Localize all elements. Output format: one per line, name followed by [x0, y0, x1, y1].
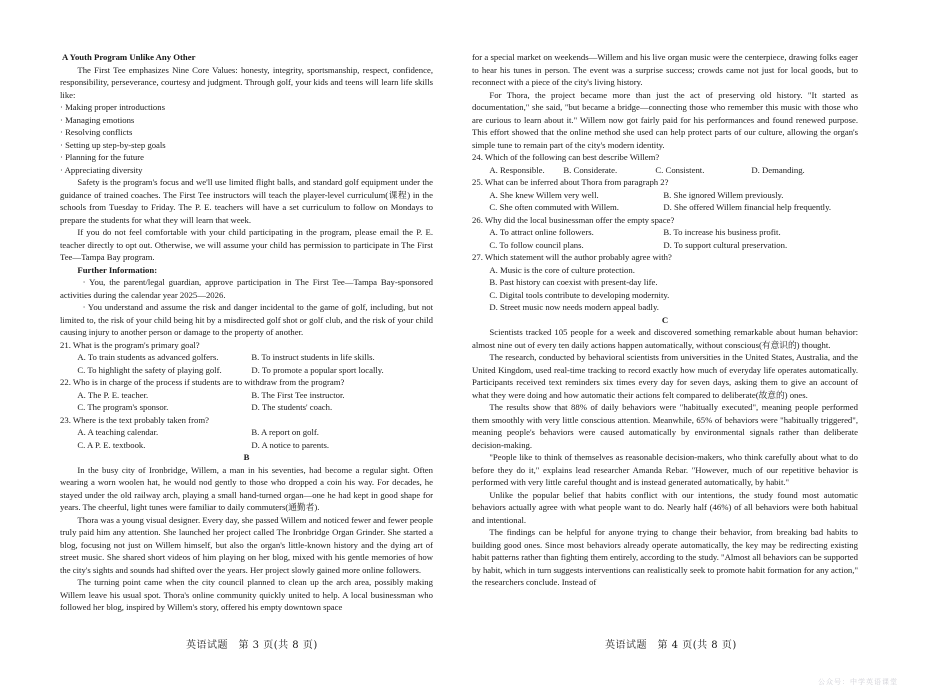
paragraph: For Thora, the project became more than just the act of preserving old history. "It started as documentation," she said, "but became a bridge—connecting those who remember this music with those who are curious to learn about it." Willem now got fairly paid for his performances and found renewed purpose. This effort showed that the online method she used can help protect parts of our culture, allowing the organ's simple tune to remain part of the city's modern identity. [472, 89, 858, 150]
left-column [60, 51, 433, 614]
question-stem: 22. Who is in charge of the process if students are to withdraw from the program? [60, 377, 345, 387]
paragraph: Safety is the program's focus and we'll use limited flight balls, and standard golf equipment under the guidance of trained coaches. The First Tee instructors will teach the player-level curriculum(课程) in the schools from Tuesday to Friday. The P. E. teachers will have a set curriculum to follow on Mondays to prepare the students for what they will learn that week. [60, 177, 433, 225]
paragraph: The results show that 88% of daily behaviors were "habitually executed", meaning people performed them smoothly with very little conscious attention. Meanwhile, 65% of behaviors were "habitually triggered", meaning people's behaviors were caused automatically by environmental signals rather than deliberate decision-making. [472, 402, 858, 450]
question-stem: 23. Where is the text probably taken from? [60, 414, 209, 425]
bullet-item: · Making proper introductions [60, 102, 165, 112]
page-footer-3: 英语试题 第 3 页(共 8 页) [186, 640, 318, 651]
passage-letter: B [243, 452, 250, 462]
answer-option: D. Street music now needs modern appeal badly. [489, 302, 659, 312]
answer-option: D. To promote a popular sport locally. [251, 364, 384, 375]
answer-option: D. The students' coach. [251, 402, 333, 412]
page-footer-4: 英语试题 第 4 页(共 8 页) [605, 640, 737, 651]
question-block [60, 339, 433, 377]
question-block [60, 414, 433, 452]
question-stem: 25. What can be inferred about Thora from paragraph 2? [472, 177, 669, 187]
answer-option: D. She offered Willem financial help frequently. [663, 202, 832, 212]
bullet-item: · Appreciating diversity [60, 164, 143, 175]
paragraph: Scientists tracked 105 people for a week and discovered something remarkable about human behavior: almost nine out of every ten daily actions happen automatically, without conscious(有意识的) thought. [472, 327, 858, 350]
answer-option: C. To highlight the safety of playing golf. [77, 364, 222, 375]
question-stem: 26. Why did the local businessman offer the empty space? [472, 214, 675, 225]
answer-option: A. To train students as advanced golfers. [77, 352, 219, 362]
answer-options [472, 264, 858, 314]
paragraph: "People like to think of themselves as reasonable decision-makers, who think carefully about what to do before they do it," explains lead researcher Amanda Rebar. "However, much of our repetitive behavior is performed with very little careful thought and is instead generated automatically, by habit." [472, 452, 858, 487]
answer-option: B. Past history can coexist with present-day life. [489, 277, 658, 287]
answer-option: C. Consistent. [655, 164, 705, 175]
question-block [472, 176, 858, 214]
answer-option: A. The P. E. teacher. [77, 389, 149, 400]
bullet-item: · Setting up step-by-step goals [60, 139, 166, 150]
bullet-item: · Planning for the future [60, 152, 144, 162]
answer-option: B. To instruct students in life skills. [251, 352, 375, 362]
answer-option: C. To follow council plans. [489, 239, 584, 250]
paragraph: Thora was a young visual designer. Every day, she passed Willem and noticed fewer and fewer people truly paid him any attention. She launched her project called The Ironbridge Organ Grinder. She started a blog, focusing not just on Willem himself, but also the organ's little-known history and the dying art of street music. She shared short videos of him playing on her blog, mixed with his gentle memories of how the city's sights and sounds had shifted over the years. Her project slowly gained more online followers. [60, 514, 433, 575]
paragraph: for a special market on weekends—Willem and his live organ music were the centerpiece, drawing folks eager to hear his tunes in person. The event was a surprise success; crowds came not just for local goods, but to reconnect with a piece of the city's living history. [472, 52, 858, 87]
answer-options [472, 226, 858, 251]
paragraph: The turning point came when the city council planned to clean up the arch area, possibly making Willem leave his usual spot. Thora's online community quickly united to help. A local businessman who followed her blog, inspired by Willem's story, offered his empty downtown space [60, 577, 433, 612]
answer-options [472, 164, 858, 177]
bullet-item: · Resolving conflicts [60, 127, 133, 137]
question-stem: 24. Which of the following can best describe Willem? [472, 152, 660, 162]
answer-option: B. A report on golf. [251, 427, 319, 437]
answer-option: D. A notice to parents. [251, 439, 330, 450]
question-stem: 27. Which statement will the author probably agree with? [472, 252, 672, 262]
answer-option: B. Considerate. [563, 164, 618, 175]
right-column [472, 51, 858, 589]
answer-options [60, 389, 433, 414]
bullet-paragraph: · You, the parent/legal guardian, approve participation in The First Tee—Tampa Bay-sponsored activities during the calendar year 2025—2026. [60, 277, 433, 300]
question-stem: 21. What is the program's primary goal? [60, 339, 200, 350]
answer-option: D. Demanding. [751, 164, 805, 175]
paragraph: In the busy city of Ironbridge, Willem, a man in his seventies, had become a regular sight. Often wearing a worn woolen hat, he would nod gently to those who dropped a coin his way. For decades, he stayed under the old railway arch, playing a small hand-turned organ—one he had kept in good shape for years. The cheerful, light tunes were familiar to daily commuters(通勤者). [60, 464, 433, 512]
watermark: 公众号：中学英语课堂 [818, 678, 898, 686]
answer-option: A. She knew Willem very well. [489, 189, 599, 200]
question-block [60, 376, 433, 414]
answer-option: D. To support cultural preservation. [663, 239, 788, 250]
answer-option: C. A P. E. textbook. [77, 439, 146, 450]
passage-letter: C [661, 314, 669, 325]
answer-options [60, 351, 433, 376]
answer-option: B. To increase his business profit. [663, 227, 781, 237]
section-heading: Further Information: [77, 264, 158, 275]
paragraph: The First Tee emphasizes Nine Core Values: honesty, integrity, sportsmanship, respect, confidence, responsibility, perseverance, courtesy and judgment. Through golf, your kids and teens will learn life skills like: [60, 64, 433, 100]
paragraph: If you do not feel comfortable with your child participating in the program, please email the P. E. teacher directly to opt out. Otherwise, we will assume your child has permission to participate in The First Tee—Tampa Bay program. [60, 227, 433, 262]
answer-option: B. She ignored Willem previously. [663, 189, 784, 200]
answer-options [60, 426, 433, 451]
answer-option: C. Digital tools contribute to developing modernity. [489, 289, 670, 300]
answer-option: A. A teaching calendar. [77, 427, 159, 437]
question-block [472, 251, 858, 314]
question-block [472, 214, 858, 252]
bullet-item: · Managing emotions [60, 114, 135, 125]
answer-option: A. Responsible. [489, 164, 545, 175]
answer-option: B. The First Tee instructor. [251, 389, 345, 400]
answer-option: C. She often commuted with Willem. [489, 202, 619, 212]
bullet-paragraph: · You understand and assume the risk and danger incidental to the game of golf, including, but not limited to, the risk of your child being hit by a misdirected golf shot or golf club, and the risk of your child causing injury to another person or damage to the property of another. [60, 302, 433, 337]
answer-options [472, 189, 858, 214]
question-block [472, 151, 858, 176]
answer-option: A. Music is the core of culture protection. [489, 264, 635, 275]
answer-option: C. The program's sponsor. [77, 402, 169, 412]
passage-title: A Youth Program Unlike Any Other [62, 52, 196, 62]
paragraph: Unlike the popular belief that habits conflict with our intentions, the study found most automatic behaviors actually agree with what people want to do. Nearly half (46%) of all behaviors were both habitual and intentional. [472, 489, 858, 525]
paragraph: The findings can be helpful for anyone trying to change their behavior, from breaking bad habits to building good ones. Since most behaviors already operate automatically, the key may be redirecting existing habit patterns rather than fighting them entirely, according to the study. "Almost all behaviors can be supported by habit, which in turn suggests interventions can realistically seek to promote habit formation for any action," the researchers conclude. Instead of [472, 527, 859, 587]
paragraph: The research, conducted by behavioral scientists from universities in the United States, Australia, and the United Kingdom, used real-time tracking to record exactly how much of everyday life operates automatically. Participants received text reminders six times every day for seven days, asking them to give an account of what they were doing and how automatic their actions felt compared to deliberate(故意的) ones. [472, 352, 858, 400]
answer-option: A. To attract online followers. [489, 227, 594, 237]
